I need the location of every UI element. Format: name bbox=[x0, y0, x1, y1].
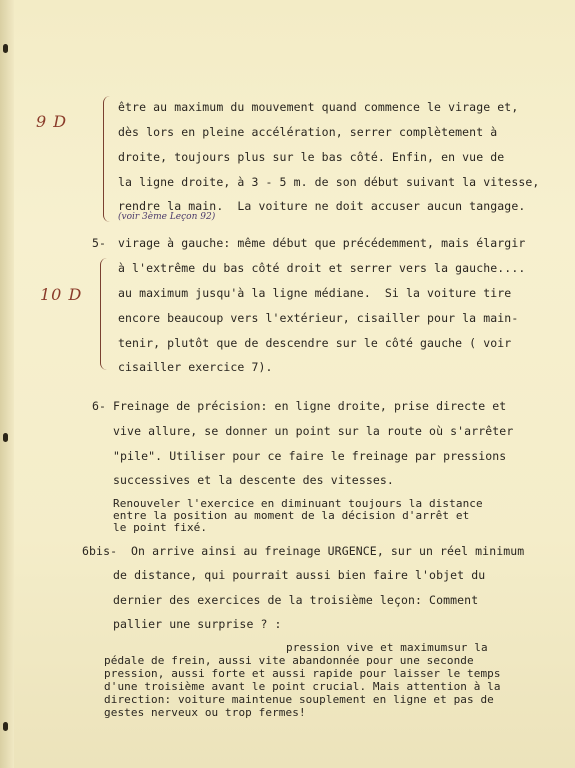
paragraph-6bis-sub-line: pédale de frein, aussi vite abandonnée pour une seconde bbox=[104, 654, 474, 667]
paragraph-6-line: successives et la descente des vitesses. bbox=[113, 473, 394, 487]
paragraph-5-line: cisailler exercice 7). bbox=[118, 360, 273, 374]
margin-bracket bbox=[100, 258, 107, 370]
margin-note-10d: 10 D bbox=[40, 285, 83, 304]
paragraph-6bis-sub-line: pression vive et maximumsur la bbox=[286, 641, 488, 654]
paragraph-4-line: la ligne droite, à 3 - 5 m. de son début suivant la vitesse, bbox=[118, 175, 540, 189]
punch-hole bbox=[3, 433, 8, 442]
paragraph-5-number: 5- bbox=[92, 236, 107, 250]
paragraph-6bis-sub-line: pression, aussi forte et aussi rapide pour laisser le temps bbox=[104, 667, 501, 680]
paragraph-6bis-line: de distance, qui pourrait aussi bien faire l'objet du bbox=[113, 568, 486, 582]
paragraph-6bis-sub-line: gestes nerveux ou trop fermes! bbox=[104, 706, 306, 719]
paragraph-4-line: droite, toujours plus sur le bas côté. Enfin, en vue de bbox=[118, 150, 505, 164]
paragraph-4-line: dès lors en pleine accélération, serrer complètement à bbox=[118, 125, 498, 139]
paragraph-5-line: virage à gauche: même début que précédemment, mais élargir bbox=[118, 236, 526, 250]
paragraph-6bis-line: dernier des exercices de la troisième leçon: Comment bbox=[113, 593, 479, 607]
paragraph-6-line: Freinage de précision: en ligne droite, prise directe et bbox=[113, 399, 507, 413]
paragraph-6bis-line: On arrive ainsi au freinage URGENCE, sur un réel minimum bbox=[131, 544, 525, 558]
paragraph-6-sub-line: le point fixé. bbox=[113, 521, 208, 534]
paragraph-5-line: au maximum jusqu'à la ligne médiane. Si la voiture tire bbox=[118, 286, 512, 300]
margin-note-9d: 9 D bbox=[36, 112, 68, 131]
punch-hole bbox=[3, 722, 8, 731]
paragraph-6-sub-line: Renouveler l'exercice en diminuant toujours la distance bbox=[113, 497, 483, 510]
paragraph-6-sub-line: entre la position au moment de la décision d'arrêt et bbox=[113, 509, 470, 522]
handwritten-reference: (voir 3ème Leçon 92) bbox=[118, 212, 216, 222]
paragraph-6-line: "pile". Utiliser pour ce faire le freinage par pressions bbox=[113, 449, 507, 463]
paragraph-6-line: vive allure, se donner un point sur la route où s'arrêter bbox=[113, 424, 514, 438]
paragraph-6-number: 6- bbox=[92, 399, 107, 413]
paragraph-5-line: encore beaucoup vers l'extérieur, cisailler pour la main- bbox=[118, 311, 519, 325]
paragraph-5-line: à l'extrême du bas côté droit et serrer vers la gauche.... bbox=[118, 261, 526, 275]
paragraph-6bis-line: pallier une surprise ? : bbox=[113, 617, 282, 631]
paragraph-6bis-sub-line: d'une troisième avant le point crucial. Mais attention à la bbox=[104, 680, 501, 693]
page-edge bbox=[0, 0, 14, 768]
paragraph-6bis-sub-line: direction: voiture maintenue souplement en ligne et pas de bbox=[104, 693, 494, 706]
paragraph-6bis-number: 6bis- bbox=[82, 544, 118, 558]
punch-hole bbox=[3, 44, 8, 53]
paragraph-4-line: être au maximum du mouvement quand commence le virage et, bbox=[118, 100, 519, 114]
paragraph-5-line: tenir, plutôt que de descendre sur le côté gauche ( voir bbox=[118, 336, 512, 350]
margin-bracket bbox=[103, 96, 110, 222]
paragraph-4-line: rendre la main. La voiture ne doit accuser aucun tangage. bbox=[118, 199, 526, 213]
